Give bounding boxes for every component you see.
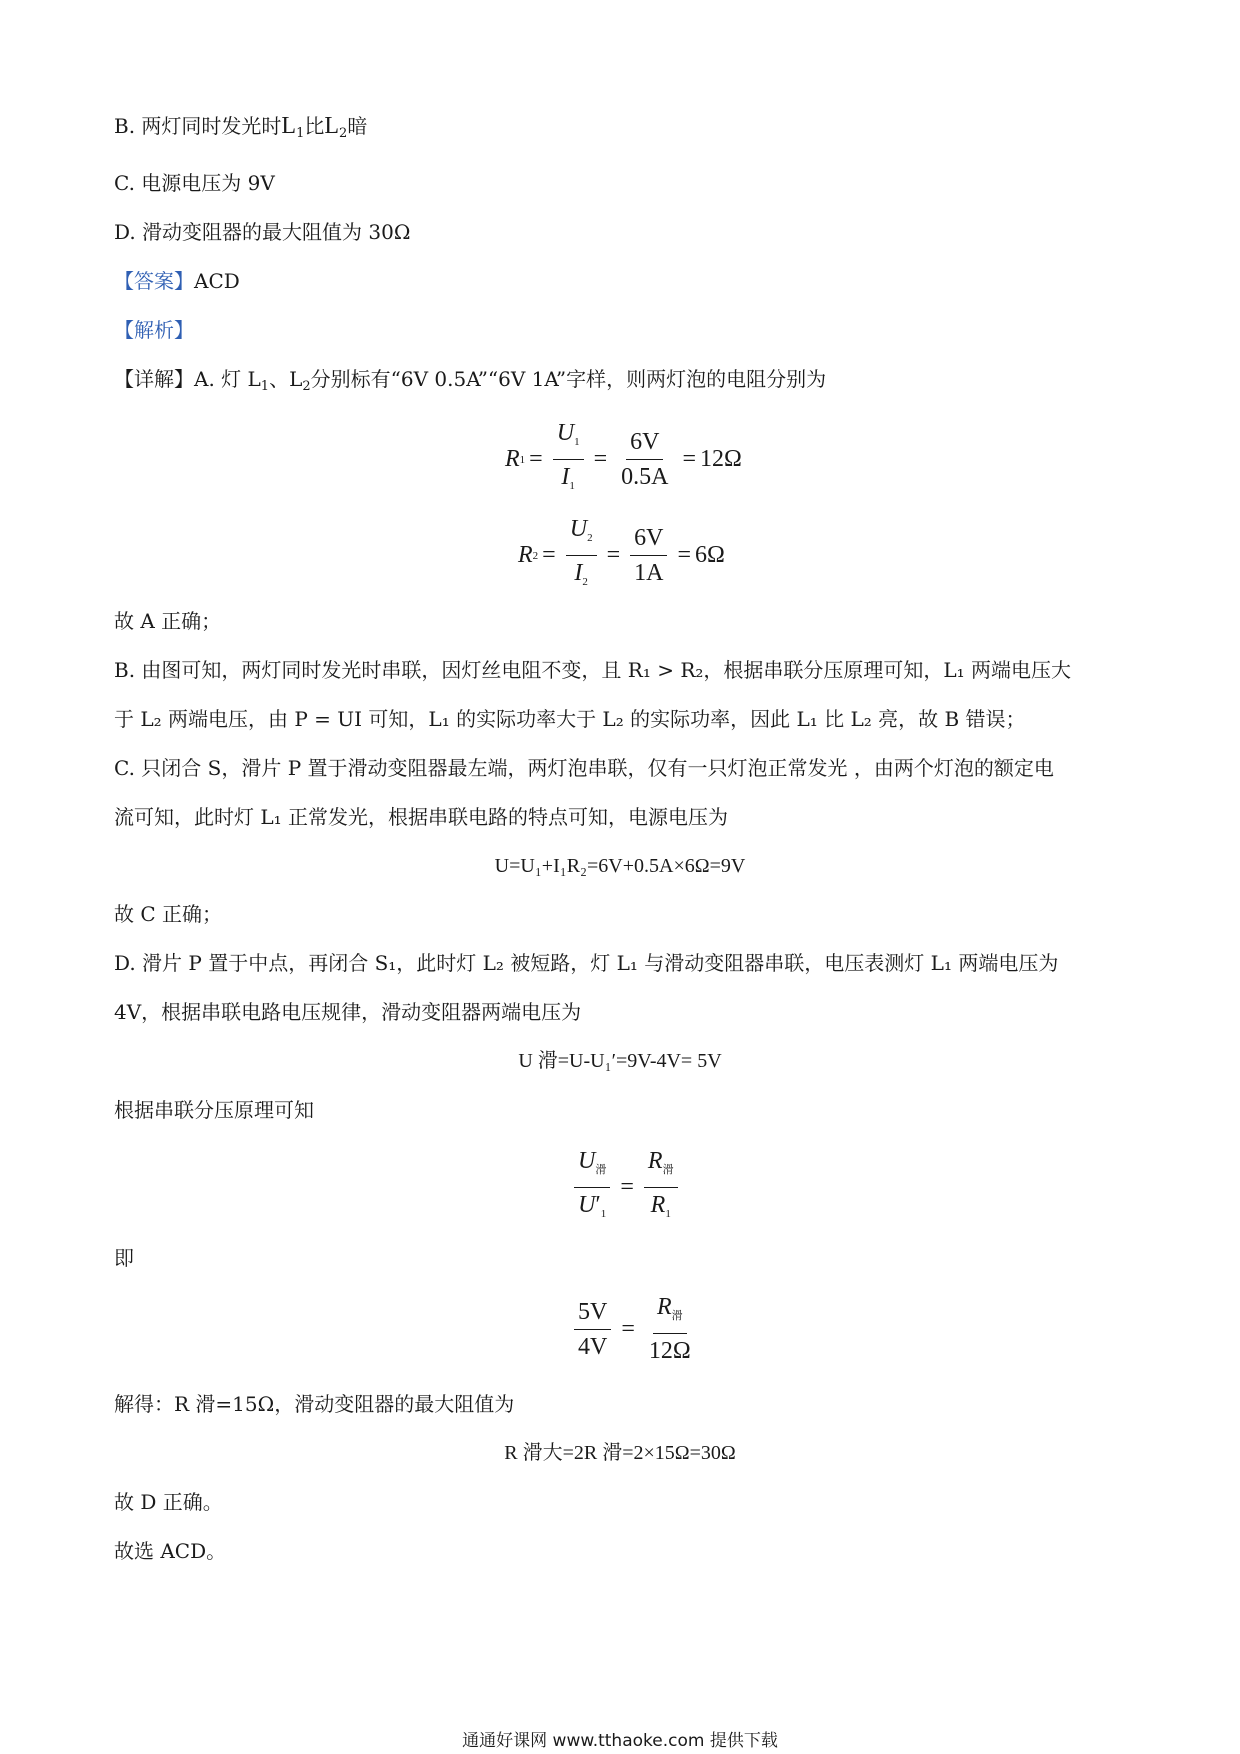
- solve-line: 解得：R 滑=15Ω，滑动变阻器的最大阻值为: [114, 1392, 515, 1416]
- equation-max-resistance: R 滑大=2R 滑=2×15Ω=30Ω: [504, 1442, 736, 1464]
- c-para-line1: C. 只闭合 S，滑片 P 置于滑动变阻器最左端，两灯泡串联，仅有一只灯泡正常发光 ，由两个灯泡的额定电: [114, 756, 1054, 780]
- fraction-r-slider-12: $\frac{R_滑}{12\Omega}$: [648, 1294, 691, 1364]
- b-para-line2: 于 L₂ 两端电压，由 P = UI 可知，L₁ 的实际功率大于 L₂ 的实际功率，因此 L₁ 比 L₂ 亮，故 B 错误；: [114, 707, 1026, 731]
- ratio-intro: 根据串联分压原理可知: [114, 1098, 314, 1122]
- fraction-5v-4v: $\frac{5V}{4V}$: [574, 1297, 611, 1362]
- d-conclusion: 故 D 正确。: [114, 1490, 223, 1514]
- equation-ratio: $\frac{U_滑}{U'_1}$ = $\frac{R_滑}{R_1}$: [568, 1146, 684, 1229]
- option-b: B. 两灯同时发光时$L_1$比$L_2$暗: [114, 113, 368, 141]
- final-answer: 故选 ACD。: [114, 1539, 227, 1563]
- option-c: C. 电源电压为 9V: [114, 171, 275, 195]
- detail-a-line: 【详解】A. 灯 $L_1$、$L_2$分别标有“6V 0.5A”“6V 1A”字样，则两灯泡的电阻分别为: [114, 367, 827, 394]
- fraction-u1-i1: $\frac{U_1}{I_1}$: [553, 418, 584, 501]
- detail-label: 【详解】: [114, 367, 194, 391]
- analysis-label: 【解析】: [114, 318, 194, 342]
- d-para-line2: 4V，根据串联电路电压规律，滑动变阻器两端电压为: [114, 1000, 582, 1024]
- equation-r2: R 2 = $\frac{U_2}{I_2}$ = $\frac{6V}{1A}$ = 6Ω: [518, 514, 725, 597]
- fraction-u-slider-u1: $\frac{U_滑}{U'_1}$: [574, 1146, 610, 1229]
- equation-slider-voltage: U 滑=U-U₁′=9V-4V= 5V: [518, 1050, 722, 1072]
- footer-watermark: 通通好课网 www.tthaoke.com 提供下载: [462, 1731, 778, 1751]
- fraction-6v-05a: $\frac{6V}{0.5A}$: [621, 429, 669, 490]
- b-para-line1: B. 由图可知，两灯同时发光时串联，因灯丝电阻不变，且 R₁ > R₂，根据串联分压原理可知，L₁ 两端电压大: [114, 658, 1072, 682]
- answer-label: 【答案】: [114, 269, 194, 293]
- ji-label: 即: [114, 1246, 134, 1270]
- equation-supply-voltage: U=U₁+I₁R₂=6V+0.5A×6Ω=9V: [494, 855, 746, 877]
- d-para-line1: D. 滑片 P 置于中点，再闭合 S₁，此时灯 L₂ 被短路，灯 L₁ 与滑动变阻器串联，电压表测灯 L₁ 两端电压为: [114, 951, 1059, 975]
- answer-value: ACD: [194, 269, 240, 293]
- answer-line: [114, 267, 240, 295]
- option-d: D. 滑动变阻器的最大阻值为 30Ω: [114, 220, 411, 244]
- equation-substituted: $\frac{5V}{4V}$ = $\frac{R_滑}{12\Omega}$: [568, 1292, 701, 1366]
- equation-r1: R 1 = $\frac{U_1}{I_1}$ = $\frac{6V}{0.5A}$ = 12Ω: [505, 418, 742, 501]
- fraction-r-slider-r1: $\frac{R_滑}{R_1}$: [644, 1146, 678, 1229]
- a-conclusion: 故 A 正确；: [114, 609, 222, 633]
- fraction-u2-i2: $\frac{U_2}{I_2}$: [566, 514, 597, 597]
- c-conclusion: 故 C 正确；: [114, 902, 223, 926]
- c-para-line2: 流可知，此时灯 L₁ 正常发光，根据串联电路的特点可知，电源电压为: [114, 805, 729, 829]
- fraction-6v-1a: $\frac{6V}{1A}$: [630, 523, 667, 588]
